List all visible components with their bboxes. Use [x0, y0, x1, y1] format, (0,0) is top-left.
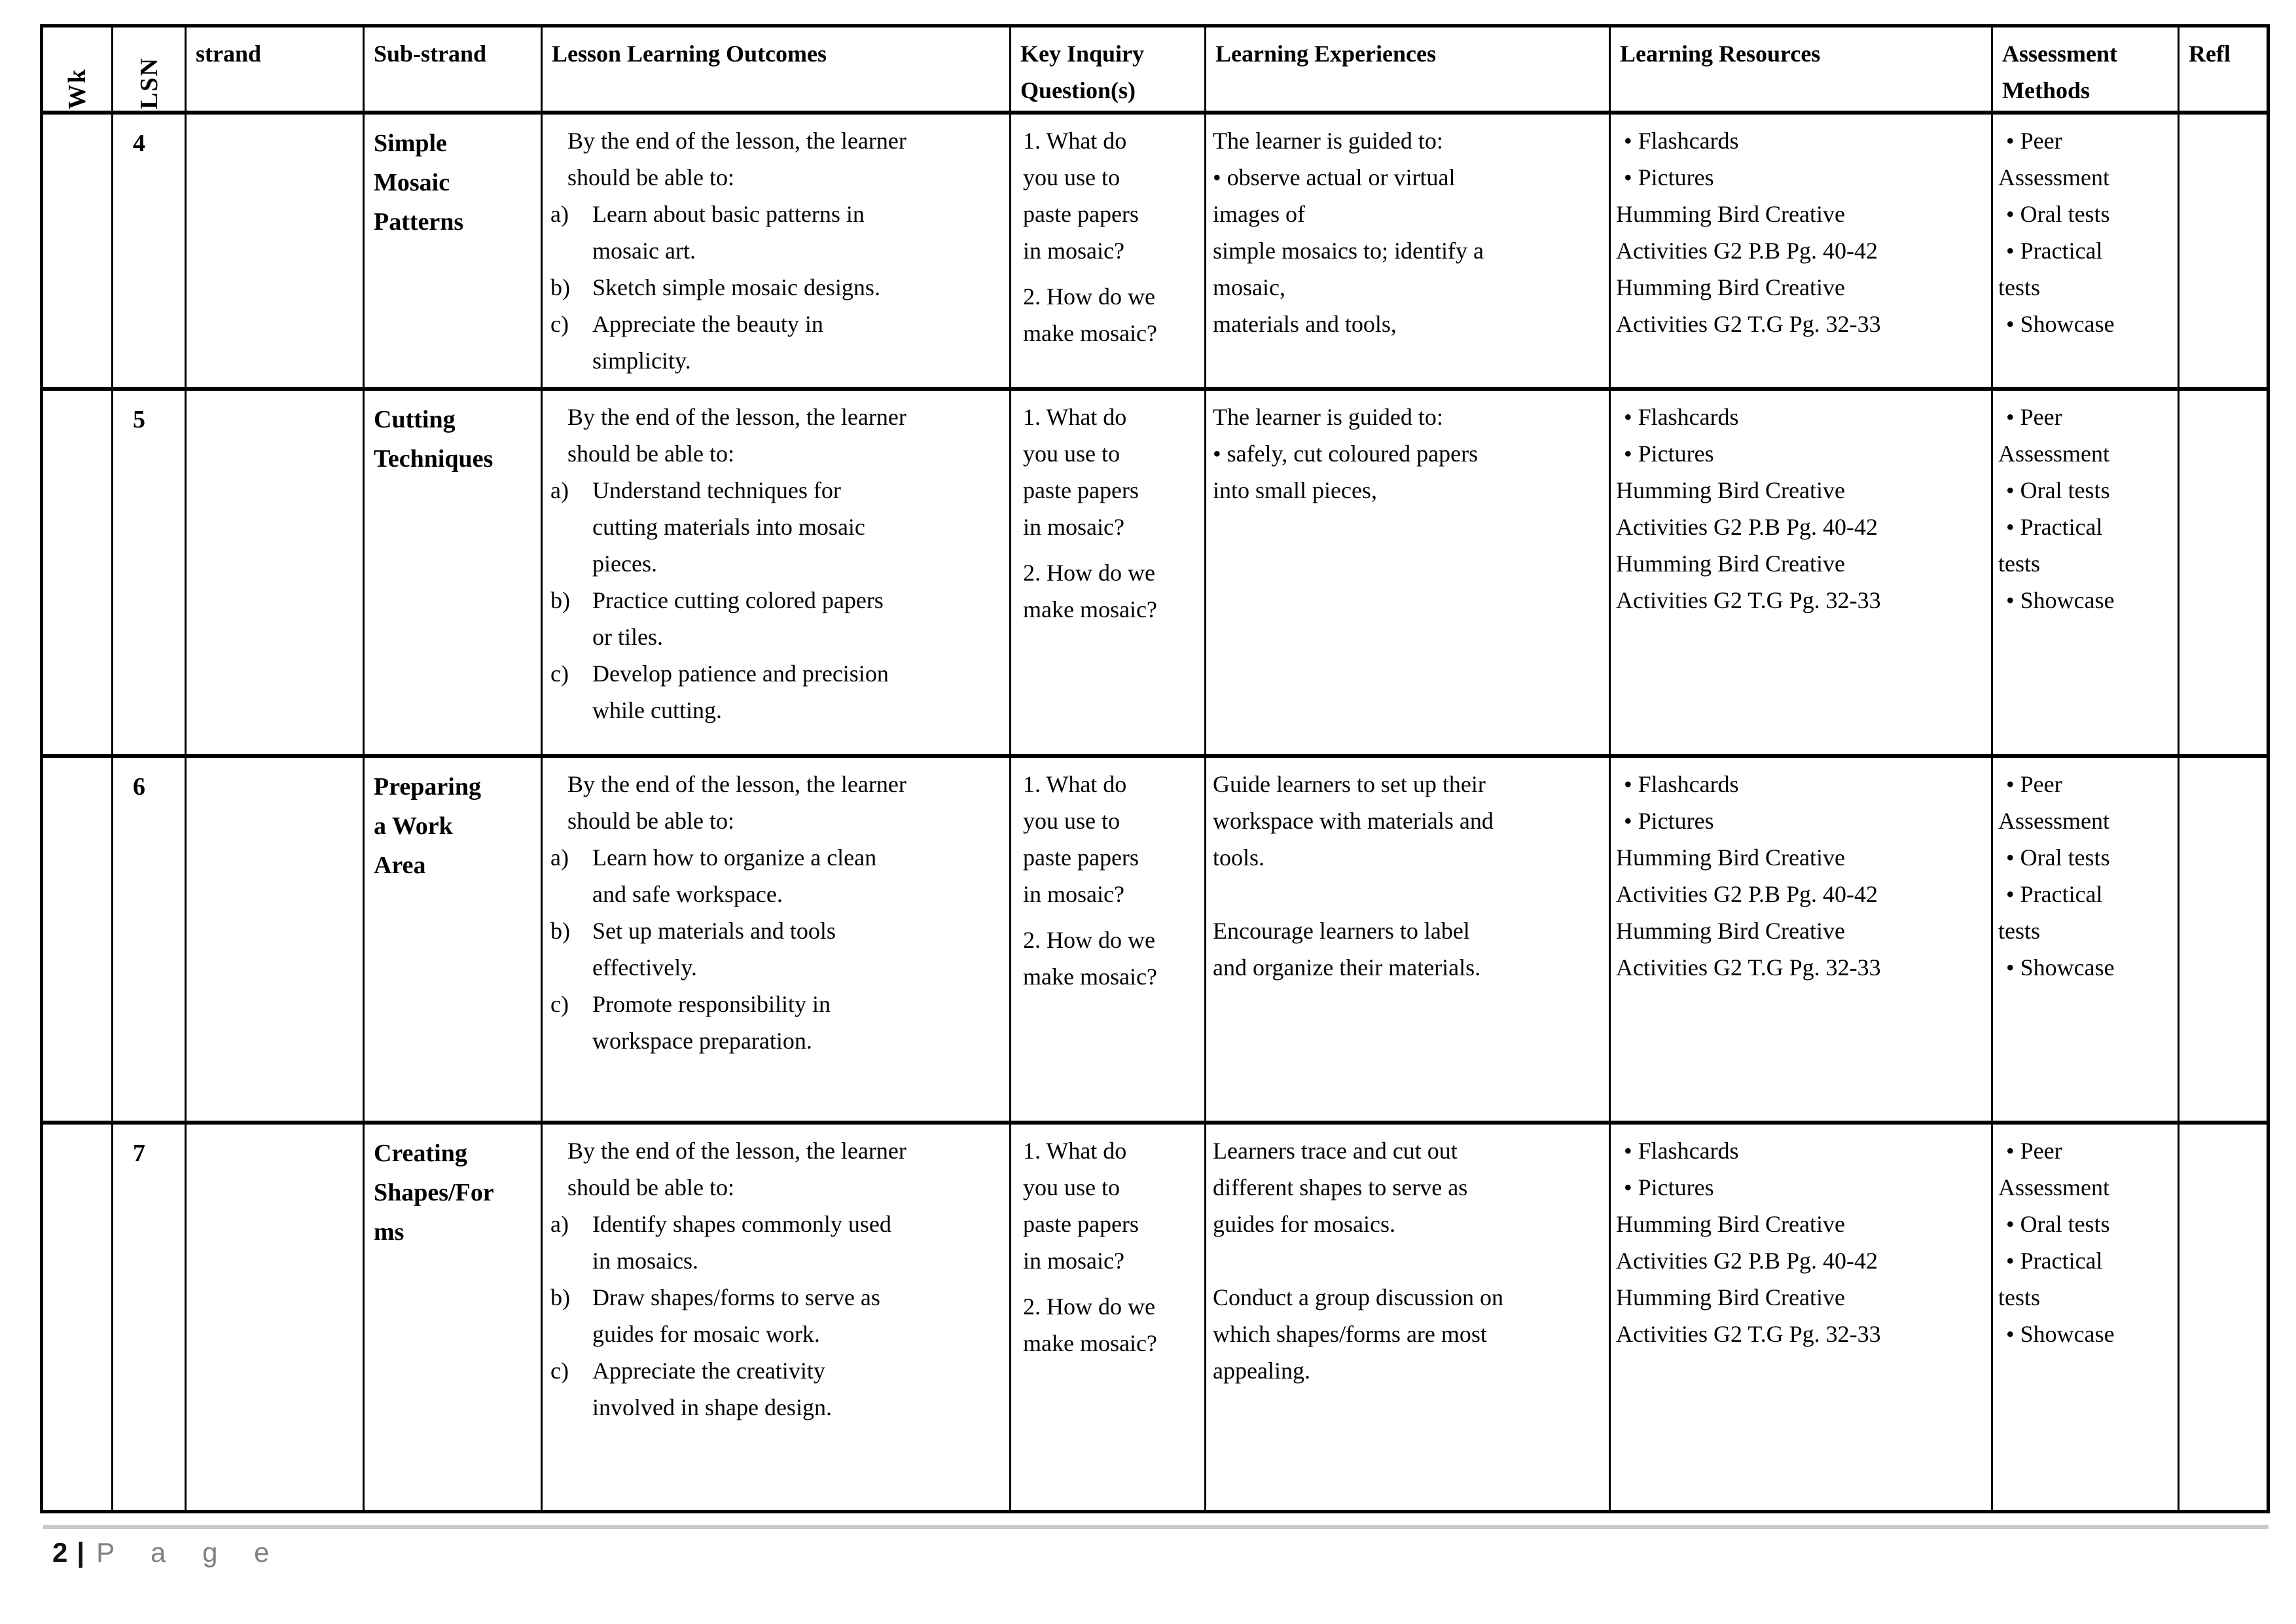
resource-item: • Pictures — [1624, 164, 1714, 190]
strand-cell — [187, 758, 365, 1125]
text-line: paste papers — [1023, 201, 1139, 227]
sub-strand-cell — [365, 115, 543, 391]
outcome-item — [550, 269, 1001, 306]
resource-item: • Pictures — [1624, 1174, 1714, 1200]
text-line: mosaic art. — [592, 238, 696, 264]
text-line: • safely, cut coloured papers — [1213, 441, 1479, 467]
text-line: Identify shapes commonly used — [592, 1211, 891, 1237]
resource-item: Activities G2 P.B Pg. 40-42 — [1616, 238, 1878, 264]
text-line: materials and tools, — [1213, 311, 1397, 337]
outcome-item — [550, 839, 1001, 912]
text-line: you use to — [1023, 441, 1120, 467]
text-line: 1. What do — [1023, 404, 1127, 430]
outcome-item-label: b) — [550, 1284, 570, 1310]
experiences-cell — [1206, 391, 1611, 758]
sub-strand-line: Simple — [374, 130, 447, 157]
text-line: Understand techniques for — [592, 477, 841, 503]
text-line: you use to — [1023, 808, 1120, 834]
text-line: paste papers — [1023, 844, 1139, 871]
assessment-item: tests — [1998, 550, 2041, 577]
assessment-cell — [1993, 115, 2179, 391]
outcome-item-text — [592, 582, 1001, 655]
resource-item: Activities G2 T.G Pg. 32-33 — [1616, 954, 1881, 981]
text-line: you use to — [1023, 164, 1120, 190]
assessment-item: Assessment — [1998, 164, 2109, 190]
refl-cell — [2179, 115, 2267, 391]
sub-strand-line: Preparing — [374, 773, 481, 801]
outcome-item-label: c) — [550, 1358, 569, 1384]
assessment-item: Assessment — [1998, 808, 2109, 834]
text-line: 1. What do — [1023, 771, 1127, 797]
sub-strand-line: Shapes/For — [374, 1179, 494, 1206]
outcome-item-text — [592, 1279, 1001, 1352]
text-line: Encourage learners to label — [1213, 918, 1470, 944]
resource-item: • Flashcards — [1624, 128, 1739, 154]
text-line: make mosaic? — [1023, 1330, 1157, 1356]
header-key-inquiry: Key Inquiry Question(s) — [1011, 27, 1206, 115]
resource-item: Humming Bird Creative — [1616, 201, 1845, 227]
text-line: cutting materials into mosaic — [592, 514, 865, 540]
sub-strand-line: Cutting — [374, 406, 456, 433]
assessment-item: • Showcase — [2006, 311, 2115, 337]
text-line: effectively. — [592, 954, 697, 981]
strand-cell — [187, 1125, 365, 1510]
outcome-item-label: a) — [550, 844, 569, 871]
text-line: Appreciate the beauty in — [592, 311, 823, 337]
assessment-item: • Showcase — [2006, 1321, 2115, 1347]
outcomes-intro-line: should be able to: — [567, 808, 734, 834]
outcome-item — [550, 1352, 1001, 1426]
outcome-item-label: b) — [550, 587, 570, 613]
outcomes-cell — [543, 1125, 1011, 1510]
resource-item: Humming Bird Creative — [1616, 1211, 1845, 1237]
wk-cell — [43, 1125, 113, 1510]
experiences-cell — [1206, 1125, 1611, 1510]
refl-cell — [2179, 391, 2267, 758]
resource-item: • Pictures — [1624, 441, 1714, 467]
text-line: Conduct a group discussion on — [1213, 1284, 1503, 1310]
text-line: Learn how to organize a clean — [592, 844, 877, 871]
text-line: and safe workspace. — [592, 881, 783, 907]
text-line: Draw shapes/forms to serve as — [592, 1284, 880, 1310]
key-inquiry-question — [1023, 922, 1202, 995]
outcomes-intro-line: By the end of the lesson, the learner — [567, 128, 906, 154]
text-line: make mosaic? — [1023, 596, 1157, 623]
text-line: while cutting. — [592, 697, 722, 723]
text-line: • observe actual or virtual — [1213, 164, 1456, 190]
footer-divider-line — [43, 1525, 2269, 1529]
resource-item: • Flashcards — [1624, 1138, 1739, 1164]
outcome-item-label: a) — [550, 201, 569, 227]
experience-paragraph — [1213, 912, 1604, 986]
text-line: in mosaic? — [1023, 238, 1124, 264]
sub-strand-cell — [365, 391, 543, 758]
outcome-item-text — [592, 839, 1001, 912]
key-inquiry-question — [1023, 1288, 1202, 1362]
text-line: 2. How do we — [1023, 560, 1155, 586]
scheme-of-work-table — [40, 24, 2270, 1513]
resource-item: Activities G2 P.B Pg. 40-42 — [1616, 514, 1878, 540]
outcome-item — [550, 582, 1001, 655]
lesson-number: 6 — [113, 758, 187, 1125]
resource-item: Humming Bird Creative — [1616, 550, 1845, 577]
header-sub-strand: Sub-strand — [365, 27, 543, 115]
resource-item: Activities G2 T.G Pg. 32-33 — [1616, 311, 1881, 337]
outcome-item — [550, 472, 1001, 582]
outcome-item — [550, 1206, 1001, 1279]
assessment-item: Assessment — [1998, 1174, 2109, 1200]
outcomes-intro-line: should be able to: — [567, 164, 734, 190]
assessment-item: tests — [1998, 274, 2041, 300]
text-line: Develop patience and precision — [592, 660, 889, 687]
text-line: mosaic, — [1213, 274, 1285, 300]
strand-cell — [187, 391, 365, 758]
resource-item: Humming Bird Creative — [1616, 274, 1845, 300]
text-line: in mosaic? — [1023, 1248, 1124, 1274]
outcome-item-label: a) — [550, 1211, 569, 1237]
text-line: involved in shape design. — [592, 1394, 832, 1420]
outcome-item-text — [592, 269, 1001, 306]
outcome-item — [550, 1279, 1001, 1352]
outcome-item — [550, 196, 1001, 269]
assessment-item: • Oral tests — [2006, 1211, 2110, 1237]
outcome-item-label: c) — [550, 311, 569, 337]
assessment-item: • Showcase — [2006, 587, 2115, 613]
experience-paragraph — [1213, 1132, 1604, 1242]
text-line: which shapes/forms are most — [1213, 1321, 1487, 1347]
outcome-item-label: b) — [550, 274, 570, 300]
outcome-item-text — [592, 472, 1001, 582]
header-strand: strand — [187, 27, 365, 115]
header-assessment: Assessment Methods — [1993, 27, 2179, 115]
outcome-item-label: c) — [550, 991, 569, 1017]
text-line: in mosaic? — [1023, 881, 1124, 907]
resources-cell — [1611, 758, 1993, 1125]
sub-strand-line: ms — [374, 1218, 404, 1246]
resource-item: Activities G2 T.G Pg. 32-33 — [1616, 1321, 1881, 1347]
wk-cell — [43, 391, 113, 758]
assessment-item: • Peer — [2006, 771, 2062, 797]
outcomes-cell — [543, 391, 1011, 758]
assessment-item: • Practical — [2006, 1248, 2103, 1274]
resource-item: Humming Bird Creative — [1616, 1284, 1845, 1310]
outcome-item — [550, 655, 1001, 729]
text-line: Guide learners to set up their — [1213, 771, 1486, 797]
text-line: guides for mosaic work. — [592, 1321, 820, 1347]
footer-pipe: | — [77, 1537, 85, 1568]
assessment-cell — [1993, 1125, 2179, 1510]
key-inquiry-question — [1023, 554, 1202, 628]
wk-cell — [43, 115, 113, 391]
outcome-item-label: b) — [550, 918, 570, 944]
key-inquiry-question — [1023, 1132, 1202, 1279]
resource-item: Activities G2 T.G Pg. 32-33 — [1616, 587, 1881, 613]
header-lsn — [113, 27, 187, 115]
sub-strand-line: a Work — [374, 812, 453, 840]
outcome-item-label: a) — [550, 477, 569, 503]
text-line: in mosaics. — [592, 1248, 698, 1274]
lesson-number: 7 — [113, 1125, 187, 1510]
text-line: paste papers — [1023, 477, 1139, 503]
outcomes-cell — [543, 758, 1011, 1125]
text-line: different shapes to serve as — [1213, 1174, 1468, 1200]
lesson-number: 5 — [113, 391, 187, 758]
header-refl: Refl — [2179, 27, 2267, 115]
key-inquiry-cell — [1011, 1125, 1206, 1510]
resource-item: Humming Bird Creative — [1616, 477, 1845, 503]
page-number: 2 — [52, 1537, 68, 1568]
header-outcomes: Lesson Learning Outcomes — [543, 27, 1011, 115]
key-inquiry-question — [1023, 766, 1202, 912]
sub-strand-cell — [365, 1125, 543, 1510]
sub-strand-line: Techniques — [374, 445, 493, 473]
strand-cell — [187, 115, 365, 391]
sub-strand-line: Area — [374, 852, 426, 879]
text-line: pieces. — [592, 550, 657, 577]
assessment-item: • Peer — [2006, 128, 2062, 154]
text-line: Set up materials and tools — [592, 918, 836, 944]
assessment-item: tests — [1998, 918, 2041, 944]
sub-strand-line: Creating — [374, 1140, 467, 1167]
sub-strand-cell — [365, 758, 543, 1125]
resource-item: Activities G2 P.B Pg. 40-42 — [1616, 1248, 1878, 1274]
text-line: simplicity. — [592, 348, 691, 374]
outcome-item-text — [592, 306, 1001, 379]
key-inquiry-question — [1023, 122, 1202, 269]
sub-strand-line: Mosaic — [374, 169, 450, 196]
footer-page-label: P a g e — [96, 1537, 284, 1568]
experience-paragraph — [1213, 1279, 1604, 1389]
resources-cell — [1611, 391, 1993, 758]
outcome-item — [550, 306, 1001, 379]
outcomes-intro-line: should be able to: — [567, 1174, 734, 1200]
text-line: appealing. — [1213, 1358, 1310, 1384]
text-line: 1. What do — [1023, 128, 1127, 154]
outcomes-intro-line: By the end of the lesson, the learner — [567, 771, 906, 797]
refl-cell — [2179, 1125, 2267, 1510]
assessment-item: • Oral tests — [2006, 477, 2110, 503]
assessment-item: • Practical — [2006, 238, 2103, 264]
text-line: Sketch simple mosaic designs. — [592, 274, 880, 300]
text-line: make mosaic? — [1023, 320, 1157, 346]
resource-item: • Flashcards — [1624, 771, 1739, 797]
text-line: 2. How do we — [1023, 927, 1155, 953]
header-wk — [43, 27, 113, 115]
assessment-item: • Oral tests — [2006, 844, 2110, 871]
header-resources: Learning Resources — [1611, 27, 1993, 115]
page-footer — [52, 1537, 283, 1568]
outcomes-intro-line: By the end of the lesson, the learner — [567, 1138, 906, 1164]
assessment-item: tests — [1998, 1284, 2041, 1310]
experiences-cell — [1206, 115, 1611, 391]
outcome-item — [550, 912, 1001, 986]
resource-item: • Flashcards — [1624, 404, 1739, 430]
experience-paragraph — [1213, 766, 1604, 876]
text-line: into small pieces, — [1213, 477, 1377, 503]
text-line: make mosaic? — [1023, 964, 1157, 990]
text-line: tools. — [1213, 844, 1265, 871]
assessment-cell — [1993, 391, 2179, 758]
text-line: The learner is guided to: — [1213, 128, 1443, 154]
resources-cell — [1611, 115, 1993, 391]
text-line: Promote responsibility in — [592, 991, 831, 1017]
text-line: images of — [1213, 201, 1305, 227]
assessment-item: • Practical — [2006, 514, 2103, 540]
text-line: in mosaic? — [1023, 514, 1124, 540]
outcome-item-text — [592, 655, 1001, 729]
text-line: you use to — [1023, 1174, 1120, 1200]
key-inquiry-question — [1023, 278, 1202, 352]
assessment-item: • Peer — [2006, 1138, 2062, 1164]
outcomes-cell — [543, 115, 1011, 391]
outcomes-intro-line: should be able to: — [567, 441, 734, 467]
experience-paragraph — [1213, 122, 1604, 342]
outcome-item-text — [592, 1206, 1001, 1279]
text-line: 2. How do we — [1023, 1293, 1155, 1320]
key-inquiry-question — [1023, 399, 1202, 545]
outcome-item-text — [592, 1352, 1001, 1426]
text-line: workspace with materials and — [1213, 808, 1494, 834]
text-line: 2. How do we — [1023, 283, 1155, 310]
outcomes-intro-line: By the end of the lesson, the learner — [567, 404, 906, 430]
key-inquiry-cell — [1011, 115, 1206, 391]
lesson-number: 4 — [113, 115, 187, 391]
text-line: paste papers — [1023, 1211, 1139, 1237]
resource-item: Humming Bird Creative — [1616, 844, 1845, 871]
text-line: Practice cutting colored papers — [592, 587, 884, 613]
text-line: or tiles. — [592, 624, 663, 650]
refl-cell — [2179, 758, 2267, 1125]
assessment-item: • Oral tests — [2006, 201, 2110, 227]
assessment-item: • Practical — [2006, 881, 2103, 907]
resource-item: Activities G2 P.B Pg. 40-42 — [1616, 881, 1878, 907]
header-lsn-label: LSN — [135, 57, 163, 109]
header-experiences: Learning Experiences — [1206, 27, 1611, 115]
experiences-cell — [1206, 758, 1611, 1125]
assessment-item: • Peer — [2006, 404, 2062, 430]
outcome-item-text — [592, 196, 1001, 269]
assessment-item: • Showcase — [2006, 954, 2115, 981]
key-inquiry-cell — [1011, 391, 1206, 758]
resource-item: • Pictures — [1624, 808, 1714, 834]
wk-cell — [43, 758, 113, 1125]
resource-item: Humming Bird Creative — [1616, 918, 1845, 944]
text-line: Appreciate the creativity — [592, 1358, 825, 1384]
resources-cell — [1611, 1125, 1993, 1510]
assessment-cell — [1993, 758, 2179, 1125]
text-line: and organize their materials. — [1213, 954, 1481, 981]
text-line: simple mosaics to; identify a — [1213, 238, 1484, 264]
assessment-item: Assessment — [1998, 441, 2109, 467]
key-inquiry-cell — [1011, 758, 1206, 1125]
header-wk-label: Wk — [63, 67, 91, 109]
text-line: Learners trace and cut out — [1213, 1138, 1458, 1164]
outcome-item-text — [592, 986, 1001, 1059]
text-line: Learn about basic patterns in — [592, 201, 865, 227]
text-line: The learner is guided to: — [1213, 404, 1443, 430]
sub-strand-line: Patterns — [374, 208, 464, 236]
outcome-item-label: c) — [550, 660, 569, 687]
outcome-item-text — [592, 912, 1001, 986]
text-line: guides for mosaics. — [1213, 1211, 1395, 1237]
outcome-item — [550, 986, 1001, 1059]
text-line: 1. What do — [1023, 1138, 1127, 1164]
text-line: workspace preparation. — [592, 1028, 812, 1054]
experience-paragraph — [1213, 399, 1604, 509]
